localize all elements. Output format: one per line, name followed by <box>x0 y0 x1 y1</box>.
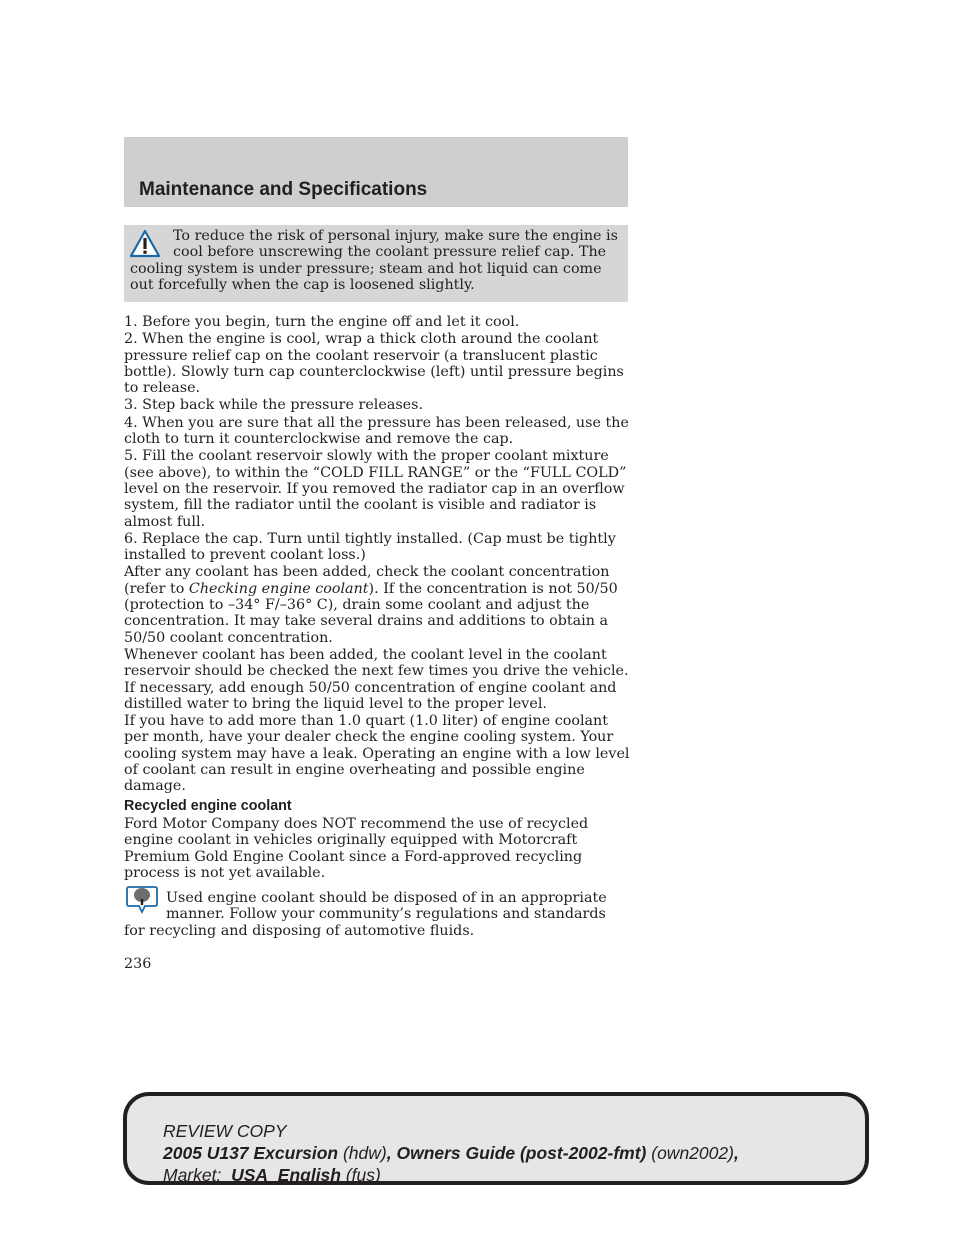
footer-market: USA_English <box>231 1165 341 1185</box>
section-title: Maintenance and Specifications <box>139 179 428 200</box>
footer-line-3 <box>163 1164 739 1186</box>
section-header <box>124 137 628 207</box>
footer-line-1 <box>163 1120 739 1142</box>
step-3: 3. Step back while the pressure releases. <box>124 397 424 414</box>
body-text <box>124 314 630 975</box>
footer-guide: , Owners Guide (post-2002-fmt) <box>386 1143 647 1163</box>
concentration-text-start: After any coolant has been added, check the coolant concentration (refer to <box>124 564 610 597</box>
footer-model-code: (hdw) <box>342 1143 387 1163</box>
step-2: 2. When the engine is cool, wrap a thick cloth around the coolant pressure relief cap on the coolant reservoir (a translucent plastic bottle). Slowly turn cap counterclockwise (left) until pressure begins to release. <box>124 331 624 397</box>
coolant-leak-paragraph: If you have to add more than 1.0 quart (1.0 liter) of engine coolant per month, have your dealer check the engine cooling system. Your cooling system may have a leak. Operating an engine with a low level of coolant can result in engine overheating and possible engine damage. <box>124 713 630 795</box>
concentration-paragraph <box>124 564 630 645</box>
footer-model: 2005 U137 Excursion <box>163 1143 339 1163</box>
recycled-coolant-paragraph: Ford Motor Company does NOT recommend the use of recycled engine coolant in vehicles originally equipped with Motorcraft Premium Gold Engine Coolant since a Ford-approved recycling process is not yet available. <box>124 815 589 881</box>
step-6: 6. Replace the cap. Turn until tightly installed. (Cap must be tightly installed to prevent coolant loss.) <box>124 530 616 564</box>
footer-line-2 <box>163 1142 739 1164</box>
footer-market-label: Market: <box>163 1165 222 1185</box>
recycled-coolant-heading: Recycled engine coolant <box>124 797 292 814</box>
warning-box <box>124 225 628 302</box>
step-1: 1. Before you begin, turn the engine off and let it cool. <box>124 314 520 330</box>
page-number: 236 <box>124 955 152 972</box>
footer-market-code: (fus) <box>345 1165 381 1185</box>
step-4: 4. When you are sure that all the pressure has been released, use the cloth to turn it counterclockwise and remove the cap. <box>124 414 629 448</box>
warning-text: To reduce the risk of personal injury, make sure the engine is cool before unscrewing the coolant pressure relief cap. The cooling system is under pressure; steam and hot liquid can come out forcefully when the cap is loosened slightly. <box>130 228 618 293</box>
environment-note-text: Used engine coolant should be disposed of in an appropriate manner. Follow your community’s regulations and standards for recycling and disposing of automotive fluids. <box>124 890 607 939</box>
footer-comma: , <box>733 1143 739 1163</box>
step-5: 5. Fill the coolant reservoir slowly with the proper coolant mixture (see above), to within the “COLD FILL RANGE” or the “FULL COLD” level on the reservoir. If you removed the radiator cap in an overflow system, fill the radiator until the coolant is visible and radiator is almost full. <box>124 448 627 530</box>
environment-note <box>124 890 630 939</box>
footer-lines <box>163 1120 739 1186</box>
concentration-text-end: ). If the concentration is not 50/50 (protection to –34° F/–36° C), drain some coolant and adjust the concentration. It may take several drains and additions to obtain a 50/50 coolant concentration. <box>124 580 618 646</box>
coolant-level-paragraph: Whenever coolant has been added, the coolant level in the coolant reservoir should be checked the next few times you drive the vehicle. If necessary, add enough 50/50 concentration of engine coolant and distilled water to bring the liquid level to the proper level. <box>124 646 629 712</box>
environment-tree-icon <box>124 884 160 916</box>
footer-guide-code: (own2002) <box>651 1143 734 1163</box>
warning-text-block <box>130 228 620 293</box>
checking-engine-coolant-reference: Checking engine coolant <box>188 580 369 597</box>
review-copy-label: REVIEW COPY <box>163 1121 287 1141</box>
review-copy-footer <box>123 1092 869 1185</box>
